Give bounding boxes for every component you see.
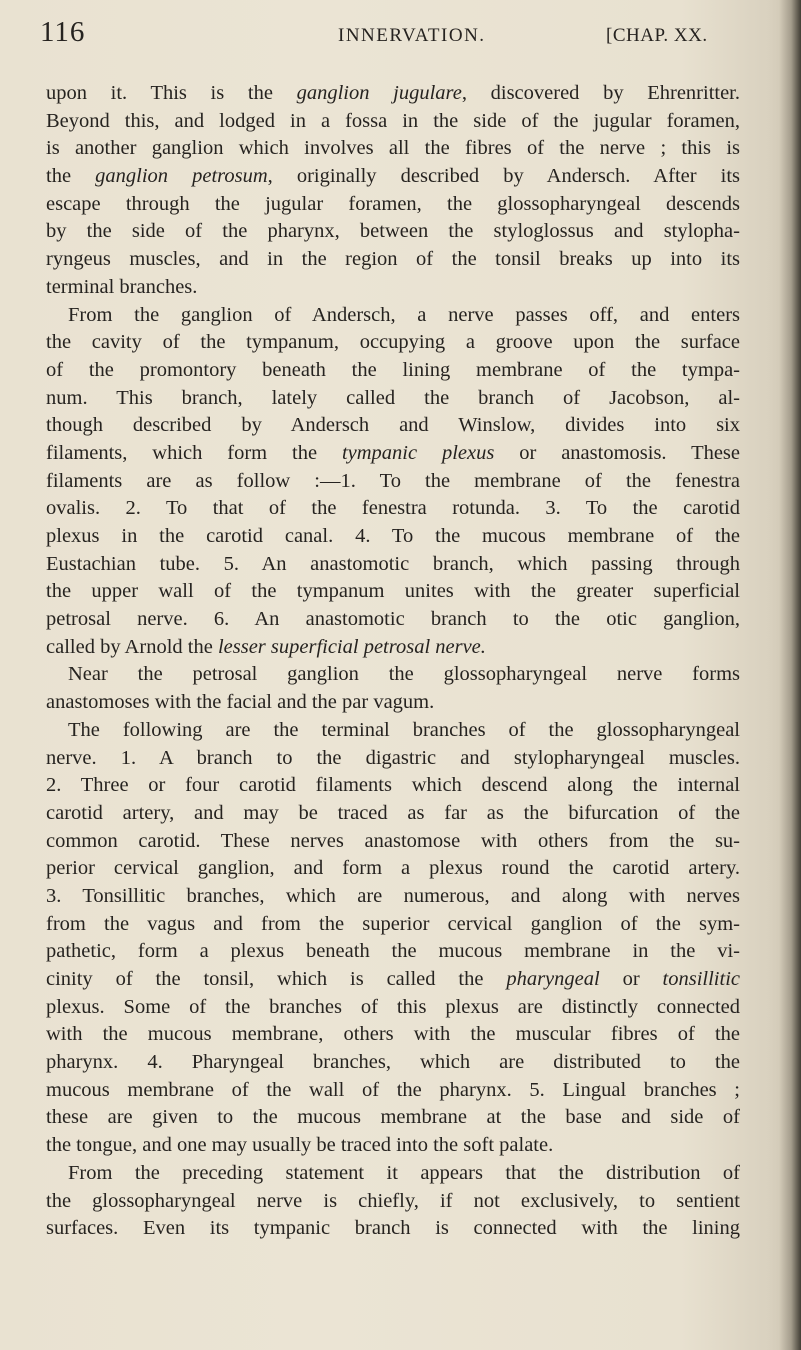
text-line [46,1188,740,1216]
text-run: though described by Andersch and Winslow, divides into six [46,414,740,437]
text-line [46,634,740,662]
text-line [46,578,740,606]
text-line [46,108,740,136]
text-run: 2. Three or four carotid filaments which descend along the internal [46,774,740,797]
text-run: escape through the jugular foramen, the glossopharyngeal descends [46,192,740,215]
text-line [46,218,740,246]
text-run: The following are the terminal branches of the glossopharyngeal [68,718,740,741]
text-run: From the ganglion of Andersch, a nerve passes off, and enters [68,303,740,326]
text-run: carotid artery, and may be traced as far as the bifurcation of the [46,801,740,824]
text-line [46,883,740,911]
page-number: 116 [40,16,86,48]
text-run: nerve. 1. A branch to the digastric and stylopharyngeal muscles. [46,746,740,769]
text-run: common carotid. These nerves anastomose with others from the su- [46,829,740,852]
text-run: Eustachian tube. 5. An anastomotic branch, which passing through [46,552,740,575]
text-line [46,191,740,219]
text-run: with the mucous membrane, others with the muscular fibres of the [46,1023,740,1046]
text-line [46,246,740,274]
text-line [46,163,740,191]
text-run: from the vagus and from the superior cervical ganglion of the sym- [46,912,740,935]
text-line [46,717,740,745]
text-run: From the preceding statement it appears that the distribution of [68,1161,740,1184]
text-line [46,966,740,994]
text-line [46,135,740,163]
text-line [46,661,740,689]
text-line [46,551,740,579]
text-run: the [46,165,96,188]
text-run: called by Arnold the [46,635,218,658]
text-line [46,745,740,773]
text-line [46,80,740,108]
text-run: plexus in the carotid canal. 4. To the mucous membrane of the [46,525,740,547]
text-run: plexus. Some of the branches of this plexus are distinctly connected [46,995,740,1018]
text-run: Beyond this, and lodged in a fossa in the side of the jugular foramen, [46,109,740,132]
text-line [46,495,740,523]
text-run: the upper wall of the tympanum unites with the greater superficial [46,580,740,603]
text-line [46,302,740,330]
text-run: ovalis. 2. To that of the fenestra rotunda. 3. To the carotid [46,497,740,520]
body-text [46,80,740,1243]
italic-term: pharyngeal [506,968,600,990]
text-line [46,440,740,468]
text-run: petrosal nerve. 6. An anastomotic branch to the otic ganglion, [46,608,740,631]
text-run: mucous membrane of the wall of the pharynx. 5. Lingual branches ; [46,1078,740,1101]
text-line [46,1132,740,1160]
text-run: terminal branches. [46,275,198,298]
italic-term: lesser superficial petrosal nerve. [217,635,486,658]
text-run: cinity of the tonsil, which is called the [46,968,507,990]
text-run: , originally described by Andersch. After its [267,165,741,188]
text-line [46,1077,740,1105]
text-line [46,1049,740,1077]
text-run: the tongue, and one may usually be traced into the soft palate. [46,1134,554,1157]
text-run: num. This branch, lately called the branch of Jacobson, al- [46,386,740,409]
text-run: these are given to the mucous membrane at the base and side of [46,1106,740,1129]
italic-term: ganglion petrosum [95,165,268,188]
text-line [46,994,740,1022]
page-header [40,16,740,56]
text-run: by the side of the pharynx, between the styloglossus and stylopha- [46,220,740,243]
text-run: pathetic, form a plexus beneath the mucous membrane in the vi- [46,940,740,963]
text-run: or [599,968,663,990]
text-line [46,855,740,883]
chapter-marker: [CHAP. XX. [606,25,708,46]
text-line [46,274,740,302]
text-run: ryngeus muscles, and in the region of the tonsil breaks up into its [46,248,740,271]
text-run: is another ganglion which involves all the fibres of the nerve ; this is [46,137,740,160]
text-line [46,357,740,385]
text-run: perior cervical ganglion, and form a plexus round the carotid artery. [46,857,740,880]
text-line [46,938,740,966]
text-run: the cavity of the tympanum, occupying a groove upon the surface [46,331,740,354]
text-line [46,911,740,939]
italic-term: tympanic plexus [341,441,495,464]
text-run: pharynx. 4. Pharyngeal branches, which are distributed to the [46,1051,740,1074]
text-line [46,800,740,828]
text-run: Near the petrosal ganglion the glossopharyngeal nerve forms [68,663,740,686]
text-run: filaments, which form the [46,441,342,464]
text-line [46,468,740,496]
text-line [46,412,740,440]
text-line [46,1215,740,1243]
text-run: or anastomosis. These [494,441,741,464]
text-run: upon it. This is the [46,82,297,104]
text-run: filaments are as follow :—1. To the membrane of the fenestra [46,469,740,492]
text-run: surfaces. Even its tympanic branch is connected with the lining [46,1217,740,1240]
text-line [46,523,740,551]
text-run: the glossopharyngeal nerve is chiefly, if not exclusively, to sentient [46,1189,740,1212]
italic-term: tonsillitic [662,968,740,990]
text-run: anastomoses with the facial and the par vagum. [46,691,435,714]
text-run: , discovered by Ehrenritter. [461,82,741,104]
text-line [46,329,740,357]
running-title: INNERVATION. [338,25,486,46]
text-line [46,772,740,800]
text-line [46,1104,740,1132]
text-line [46,606,740,634]
text-run: of the promontory beneath the lining membrane of the tympa- [46,358,740,381]
italic-term: ganglion jugulare [296,82,462,104]
text-run: 3. Tonsillitic branches, which are numerous, and along with nerves [46,884,740,907]
text-line [46,689,740,717]
text-line [46,1160,740,1188]
text-line [46,385,740,413]
text-line [46,828,740,856]
text-line [46,1021,740,1049]
page-edge-shadow [779,0,801,1350]
